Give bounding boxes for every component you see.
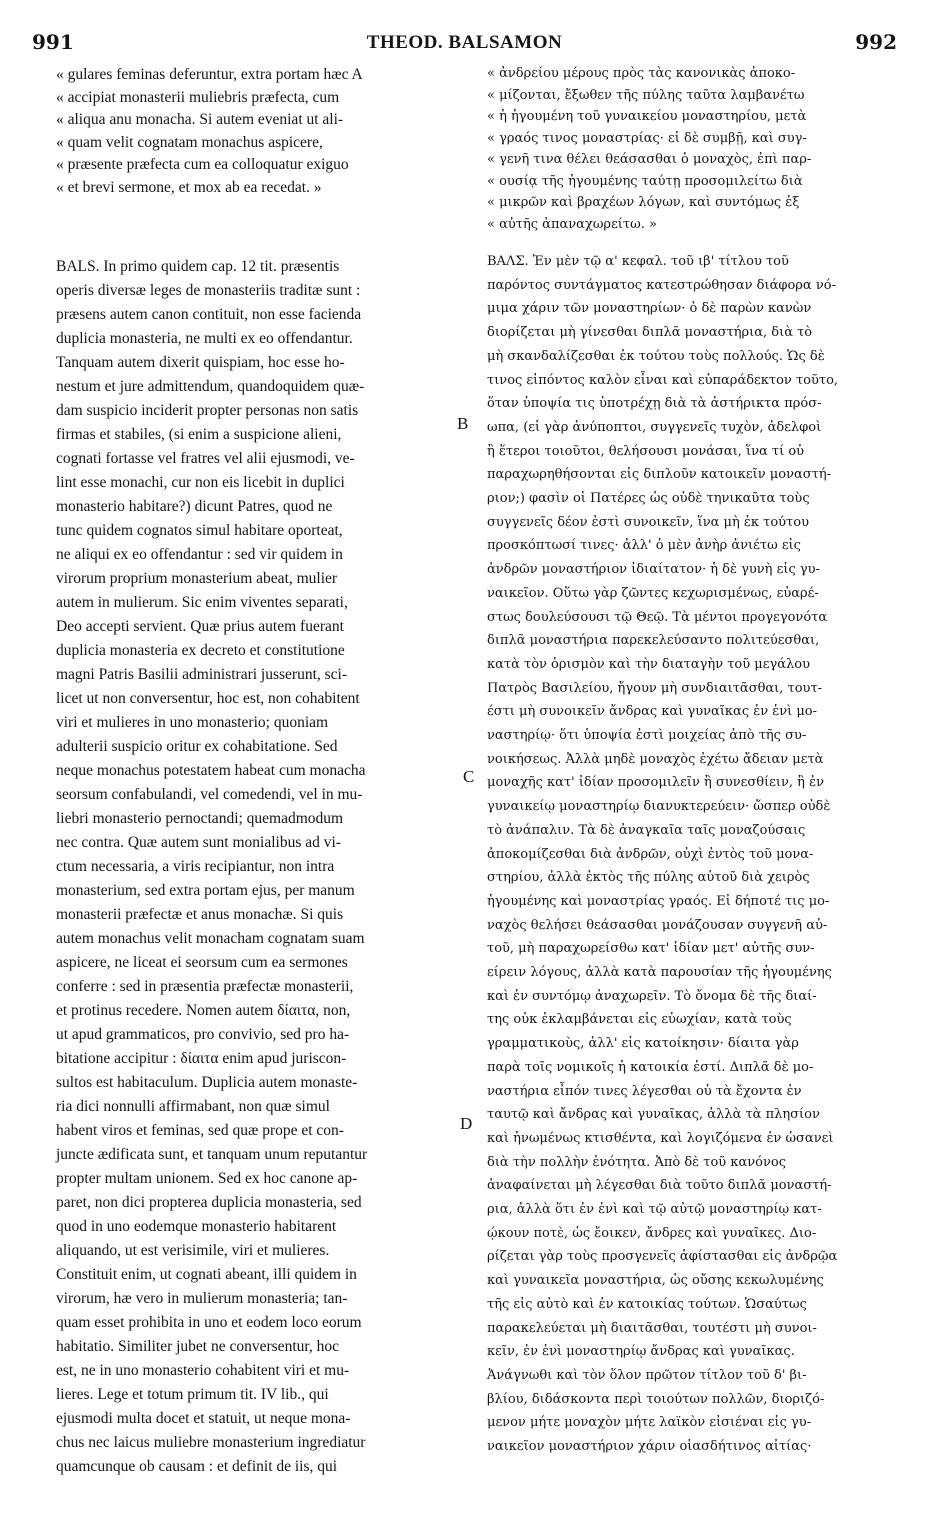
text-line: tunc quidem cognatos simul habitare oporteat, xyxy=(56,522,343,539)
text-line: παρὰ τοῖς νομικοῖς ἡ κατοικία ἐστί. Διπλᾶ δὲ μο- xyxy=(487,1059,814,1075)
text-line: ctum necessaria, a viris recipiantur, non intra xyxy=(56,858,335,875)
text-line: κεῖν, ἐν ἑνὶ μοναστηρίῳ ἄνδρας καὶ γυναῖκας. xyxy=(487,1344,795,1360)
text-line: « ἀνδρείου μέρους πρὸς τὰς κανονικὰς ἀποκο- xyxy=(487,66,796,81)
text-line: virorum proprium monasterium abeat, mulier xyxy=(56,570,338,587)
text-line: μοναχῆς κατ' ἰδίαν προσομιλεῖν ἢ συνεσθίειν, ἢ ἐν xyxy=(487,775,824,791)
left-page-number: 991 xyxy=(32,30,74,54)
text-line: « ἡ ἡγουμένη τοῦ γυναικείου μοναστηρίου, μετὰ xyxy=(487,109,807,124)
text-line: nec contra. Quæ autem sunt monialibus ad vi- xyxy=(56,834,341,851)
text-line: στως δουλεύσουσι τῷ Θεῷ. Τὰ μέντοι προγεγονότα xyxy=(487,609,828,625)
text-line: nestum et jure admittendum, quandoquidem quæ- xyxy=(56,378,365,395)
margin-letter-b: B xyxy=(457,414,469,433)
text-line: τοῦ, μὴ παραχωρείσθω κατ' ἰδίαν μετ' αὐτῆς συν- xyxy=(487,941,815,957)
text-line: seorsum confabulandi, vel comedendi, vel in mu- xyxy=(56,786,363,803)
text-line: quam esset prohibita in uno et eodem loco eorum xyxy=(56,1314,362,1331)
text-line: « αὐτῆς ἀπαναχωρείτω. » xyxy=(487,216,657,232)
text-line: καὶ γυναικεῖα μοναστήρια, ὡς οὔσης κεκωλυμένης xyxy=(487,1273,824,1289)
text-line: dam suspicio inciderit propter personas non satis xyxy=(56,402,359,419)
right-page-number: 992 xyxy=(855,30,897,54)
text-line: ὅταν ὑποψία τις ὑποτρέχῃ διὰ τὰ ἀστήρικτα πρόσ- xyxy=(487,396,822,412)
text-line: της οὐκ ἐκλαμβάνεται εἰς εὐωχίαν, κατὰ τοὺς xyxy=(487,1012,792,1028)
text-line: paret, non dici propterea duplicia monasteria, sed xyxy=(56,1194,362,1211)
text-line: liebri monasterio pernoctandi; quemadmodum xyxy=(56,810,344,827)
text-line: ταυτῷ καὶ ἄνδρας καὶ γυναῖκας, ἀλλὰ τὰ πλησίον xyxy=(487,1107,820,1123)
text-line: duplicia monasteria ex decreto et constitutione xyxy=(56,642,345,659)
text-line: BALS. In primo quidem cap. 12 tit. præsentis xyxy=(56,258,340,275)
text-line: ῴκουν ποτὲ, ὡς ἔοικεν, ἄνδρες καὶ γυναῖκες. Διο- xyxy=(487,1225,817,1241)
text-line: ναικεῖον. Οὕτω γὰρ ζῶντες κεχωρισμένως, εὐαρέ- xyxy=(487,585,819,601)
text-line: στηρίου, ἀλλὰ ἐκτὸς τῆς πύλης αὐτοῦ διὰ χειρὸς xyxy=(487,870,810,886)
text-line: ΒΑΛΣ. Ἐν μὲν τῷ α' κεφαλ. τοῦ ιβ' τίτλου τοῦ xyxy=(487,254,789,269)
text-line: ναστήρια εἶπόν τινες λέγεσθαι οὐ τὰ ἔχοντα ἐν xyxy=(487,1083,802,1099)
text-line: « et brevi sermone, et mox ab ea recedat. » xyxy=(56,178,322,196)
running-title: THEOD. BALSAMON xyxy=(366,32,563,53)
text-line: aliquando, ut est verisimile, viri et mulieres. xyxy=(56,1242,330,1259)
text-line: « γενῆ τινα θέλει θεάσασθαι ὁ μοναχὸς, ἐπὶ παρ- xyxy=(487,152,812,167)
text-line: juncte ædificata sunt, et tanquam unum reputantur xyxy=(56,1146,368,1163)
text-line: est, ne in uno monasterio cohabitent viri et mu- xyxy=(56,1362,350,1379)
text-line: διορίζεται μὴ γίνεσθαι διπλᾶ μοναστήρια, διὰ τὸ xyxy=(487,325,813,341)
text-line: « accipiat monasterii muliebris præfecta, cum xyxy=(56,88,340,106)
text-line: ναικεῖον μοναστήριον χάριν οἱασδήτινος αἰτίας· xyxy=(487,1439,812,1454)
text-line: Tanquam autem dixerit quispiam, hoc esse ho- xyxy=(56,354,345,371)
text-line: propter multam unionem. Sed ex hoc canone ap- xyxy=(56,1170,358,1187)
text-line: γραμματικοὺς, ἀλλ' εἰς κατοίκησιν· δίαιτα γὰρ xyxy=(487,1036,799,1052)
text-line: habent viros et feminas, sed quæ prope et con- xyxy=(56,1122,344,1139)
text-line: ejusmodi multa docet et statuit, ut neque mona- xyxy=(56,1410,351,1427)
text-line: ἀποκομίζεσθαι διὰ ἀνδρῶν, οὐχὶ ἐντὸς τοῦ μονα- xyxy=(487,846,814,862)
text-line: bitatione accipitur : δίαιτα enim apud juriscon- xyxy=(56,1050,347,1067)
text-line: ne aliqui ex eo offendantur : sed vir quidem in xyxy=(56,546,343,563)
text-line: monasterium, sed extra portam ejus, per manum xyxy=(56,882,355,899)
margin-letter-c: C xyxy=(463,767,475,786)
text-line: μιμα χάριν τῶν μοναστηρίων· ὁ δὲ παρὼν κανὼν xyxy=(487,301,812,317)
text-line: έστι μὴ συνοικεῖν ἄνδρας καὶ γυναῖκας ἐν ἑνὶ μο- xyxy=(487,704,818,720)
text-line: ωπα, (εἰ γὰρ ἀνύποπτοι, συγγενεῖς τυχὸν, ἀδελφοὶ xyxy=(487,419,822,435)
text-line: τῆς εἰς αὐτὸ καὶ ἐν κατοικίας τούτων. Ὡσαύτως xyxy=(487,1296,807,1312)
text-line: βλίου, διδάσκοντα περὶ τοιούτων πολλῶν, διοριζό- xyxy=(487,1391,825,1407)
text-line: ρια, ἀλλὰ ὅτι ἐν ἑνὶ καὶ τῷ αὐτῷ μοναστηρίῳ κατ- xyxy=(487,1202,822,1217)
text-line: quod in uno eodemque monasterio habitarent xyxy=(56,1218,337,1235)
text-line: « præsente præfecta cum ea colloquatur exiguo xyxy=(56,156,349,173)
text-line: προσκόπτωσί τινες· ἀλλ' ὁ μὲν ἀνὴρ ἀνιέτω εἰς xyxy=(487,538,801,554)
text-line: διπλᾶ μοναστήρια παρεκελεύσαντο πολιτεύεσθαι, xyxy=(487,633,820,649)
page-header xyxy=(32,30,897,60)
text-line: ria dici nonnulli affirmabant, non quæ simul xyxy=(56,1098,330,1115)
text-line: virorum, hæ vero in mulierum monasteria; tan- xyxy=(56,1290,348,1307)
text-line: μὴ σκανδαλίζεσθαι ἐκ τούτου τοὺς πολλούς. Ὡς δὲ xyxy=(487,348,825,364)
text-line: διὰ τὴν πολλὴν ἑνότητα. Ἀπὸ δὲ τοῦ κανόνος xyxy=(487,1154,786,1170)
text-line: magni Patris Basilii administrari jusserunt, sci- xyxy=(56,666,348,683)
text-line: et protinus recedere. Nomen autem δίαιτα, non, xyxy=(56,1002,351,1019)
text-line: συγγενεῖς δέον ἐστὶ συνοικεῖν, ἵνα μὴ ἐκ τούτου xyxy=(487,514,809,530)
text-line: ἀναφαίνεται μὴ λέγεσθαι διὰ τοῦτο διπλᾶ μοναστή- xyxy=(487,1178,832,1194)
text-line: aspicere, ne liceat ei seorsum cum ea sermones xyxy=(56,954,348,971)
text-line: παραχωρηθήσονται εἰς διπλοῦν κατοικεῖν μοναστή- xyxy=(487,467,832,483)
text-line: præsens autem canon contituit, non esse facienda xyxy=(56,306,362,323)
text-line: « γραός τινος μοναστρίας· εἰ δὲ συμβῇ, καὶ συγ- xyxy=(487,130,807,146)
text-line: autem in mulierum. Sic enim viventes separati, xyxy=(56,594,348,611)
text-line: « μίζονται, ἔξωθεν τῆς πύλης ταῦτα λαμβανέτω xyxy=(487,87,805,103)
text-line: firmas et stabiles, (si enim a suspicione alieni, xyxy=(56,426,342,443)
text-line: ναχὸς θελήσει θεάσασθαι μονάζουσαν συγγενῆ αὐ- xyxy=(487,917,828,933)
text-line: adulterii suspicio oritur ex cohabitatione. Sed xyxy=(56,738,338,755)
text-line: monasterii præfectæ et anus monachæ. Si quis xyxy=(56,906,344,923)
text-line: μενον μήτε μοναχὸν μήτε λαϊκὸν εἰσιέναι εἰς γυ- xyxy=(487,1415,812,1431)
text-line: γυναικείῳ μοναστηρίῳ διανυκτερεύειν· ὥσπερ οὐδὲ xyxy=(487,799,831,815)
text-line: « quam velit cognatam monachus aspicere, xyxy=(56,133,323,151)
text-line: κατὰ τὸν ὁρισμὸν καὶ τὴν διαταγὴν τοῦ μεγάλου xyxy=(487,656,810,672)
text-line: conferre : sed in præsentia præfectæ monasterii, xyxy=(56,978,354,995)
text-line: licet ut non conversentur, hoc est, non cohabitent xyxy=(56,690,360,707)
text-line: neque monachus potestatem habeat cum monacha xyxy=(56,762,366,779)
text-line: « aliqua anu monacha. Si autem eveniat ut ali- xyxy=(56,111,344,128)
text-line: παρόντος συντάγματος κατεστρώθησαν διάφορα νό- xyxy=(487,277,836,293)
latin-column xyxy=(56,66,451,1540)
text-line: autem monachus velit monacham cognatam suam xyxy=(56,930,365,947)
text-line: duplicia monasteria, ne multi ex eo offendantur. xyxy=(56,330,353,347)
text-line: Ἀνάγνωθι καὶ τὸν ὅλον πρῶτον τίτλον τοῦ δ' βι- xyxy=(487,1367,807,1383)
text-line: ut apud grammaticos, pro convivio, sed pro ha- xyxy=(56,1026,350,1043)
text-line: ναστηρίῳ· ὅτι ὑποψία ἐστὶ μοιχείας ἀπὸ τῆς συ- xyxy=(487,728,807,743)
text-line: monasterio habitare?) dicunt Patres, quod ne xyxy=(56,498,333,515)
text-line: lieres. Lege et totum primum tit. IV lib., qui xyxy=(56,1386,329,1403)
text-line: καὶ ἡνωμένως κτισθέντα, καὶ λογιζόμενα ἐν ὡσανεὶ xyxy=(487,1130,834,1146)
text-line: quamcunque ob causam : et definit de iis, qui xyxy=(56,1458,338,1475)
text-line: sultos est habitaculum. Duplicia autem monaste- xyxy=(56,1074,358,1091)
text-line: ἡγουμένης καὶ μοναστρίας γραός. Εἰ δήποτέ τις μο- xyxy=(487,893,830,909)
greek-column xyxy=(487,66,879,1540)
text-line: cognati fortasse vel fratres vel alii ejusmodi, ve- xyxy=(56,450,355,467)
text-line: είρειν λόγους, ἀλλὰ κατὰ παρουσίαν τῆς ἡγουμένης xyxy=(487,965,832,980)
text-line: τινος εἰπόντος καλὸν εἶναι καὶ εὐπαράδεκτον τοῦτο, xyxy=(487,372,839,388)
text-line: « ουσίᾳ τῆς ἡγουμένης ταύτῃ προσομιλείτω διὰ xyxy=(487,173,803,189)
text-line: operis diversæ leges de monasteriis traditæ sunt : xyxy=(56,282,361,299)
text-line: chus nec laicus muliebre monasterium ingrediatur xyxy=(56,1434,366,1451)
text-line: νοικήσεως. Ἀλλὰ μηδὲ μοναχὸς ἐχέτω ἄδειαν μετὰ xyxy=(487,751,824,767)
text-line: « gulares feminas deferuntur, extra portam hæc A xyxy=(56,66,363,83)
text-line: habitatio. Similiter jubet ne conversentur, hoc xyxy=(56,1338,340,1355)
text-line: Constituit enim, ut cognati abeant, illi quidem in xyxy=(56,1266,357,1283)
text-line: ρίζεται γὰρ τοὺς προσγενεῖς ἀφίστασθαι εἰς ἀνδρῷα xyxy=(487,1249,838,1265)
text-line: « μικρῶν καὶ βραχέων λόγων, καὶ συντόμως ἐξ xyxy=(487,195,800,210)
text-line: viri et mulieres in uno monasterio; quoniam xyxy=(56,714,329,731)
text-line: lint esse monachi, cur non eis licebit in duplici xyxy=(56,474,345,491)
text-line: παρακελεύεται μὴ διαιτᾶσθαι, τουτέστι μὴ συνοι- xyxy=(487,1320,817,1336)
text-line: ἢ ἕτεροι τοιοῦτοι, θελήσουσι μονάσαι, ἵνα τί οὐ xyxy=(487,443,805,459)
margin-letter-d: D xyxy=(460,1114,473,1133)
text-line: τὸ ἀνάπαλιν. Τὰ δὲ ἀναγκαῖα ταῖς μοναζούσαις xyxy=(487,822,806,838)
text-line: ριον;) φασὶν οἱ Πατέρες ὡς οὐδὲ τηνικαῦτα τοὺς xyxy=(487,491,810,506)
text-line: καὶ ἐν συντόμῳ ἀναχωρεῖν. Τὸ ὄνομα δὲ τῆς διαί- xyxy=(487,988,817,1004)
text-line: ἀνδρῶν μοναστήριον ἰδιαίτατον· ἡ δὲ γυνὴ εἰς γυ- xyxy=(487,562,820,578)
text-line: Πατρὸς Βασιλείου, ἤγουν μὴ συνδιαιτᾶσθαι, τουτ- xyxy=(487,680,823,696)
text-line: Deo accepti servient. Quæ prius autem fuerant xyxy=(56,618,344,635)
